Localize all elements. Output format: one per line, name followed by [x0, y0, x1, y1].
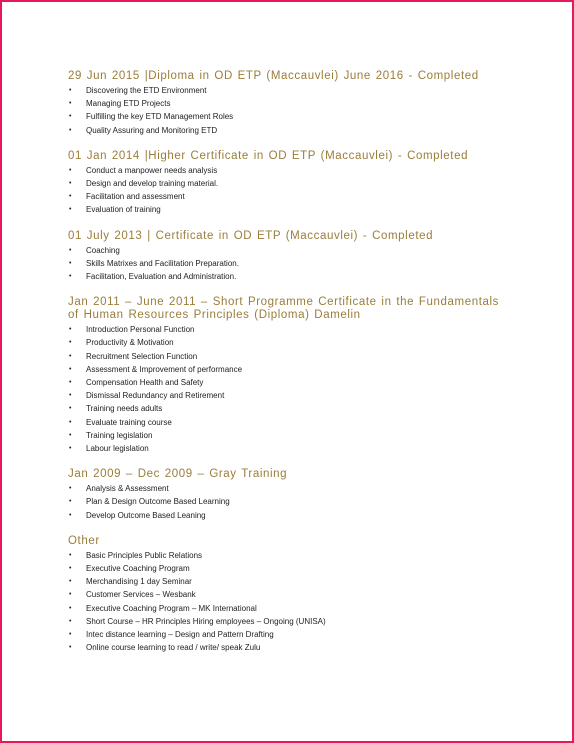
list-item	[68, 110, 508, 123]
list-item	[68, 442, 508, 455]
list-item	[68, 323, 508, 336]
bullet-icon: •	[69, 498, 72, 506]
list-item-text: Productivity & Motivation	[86, 338, 174, 348]
list-item	[68, 588, 508, 601]
list-item	[68, 164, 508, 177]
section-heading: 29 Jun 2015 |Diploma in OD ETP (Maccauvlei) June 2016 - Completed	[68, 70, 479, 82]
section-item-list	[68, 84, 508, 137]
list-item	[68, 602, 508, 615]
bullet-icon: •	[69, 551, 72, 559]
education-section	[68, 468, 508, 522]
bullet-icon: •	[69, 431, 72, 439]
bullet-icon: •	[69, 405, 72, 413]
bullet-icon: •	[69, 644, 72, 652]
list-item-text: Executive Coaching Program	[86, 564, 190, 574]
bullet-icon: •	[69, 193, 72, 201]
bullet-icon: •	[69, 100, 72, 108]
bullet-icon: •	[69, 126, 72, 134]
list-item-text: Compensation Health and Safety	[86, 378, 204, 388]
list-item-text: Facilitation, Evaluation and Administration.	[86, 272, 237, 282]
bullet-icon: •	[69, 339, 72, 347]
bullet-icon: •	[69, 365, 72, 373]
list-item-text: Introduction Personal Function	[86, 325, 195, 335]
list-item-text: Assessment & Improvement of performance	[86, 364, 243, 374]
list-item	[68, 97, 508, 110]
education-content	[68, 70, 508, 668]
section-heading: Other	[68, 534, 100, 547]
bullet-icon: •	[69, 631, 72, 639]
section-heading: 01 Jan 2014 |Higher Certificate in OD ETP (Maccauvlei) - Completed	[68, 149, 469, 162]
list-item	[68, 336, 508, 349]
list-item-text: Training legislation	[86, 430, 153, 440]
list-item-text: Skills Matrixes and Facilitation Preparation.	[86, 258, 239, 268]
bullet-icon: •	[69, 259, 72, 267]
bullet-icon: •	[69, 326, 72, 334]
list-item	[68, 190, 508, 203]
list-item	[68, 177, 508, 190]
list-item-text: Conduct a manpower needs analysis	[86, 165, 218, 175]
education-section	[68, 150, 508, 217]
section-item-list	[68, 164, 508, 217]
bullet-icon: •	[69, 445, 72, 453]
list-item	[68, 84, 508, 97]
list-item-text: Coaching	[86, 245, 120, 255]
bullet-icon: •	[69, 565, 72, 573]
list-item	[68, 389, 508, 402]
list-item-text: Online course learning to read / write/ speak Zulu	[86, 643, 261, 653]
list-item-text: Labour legislation	[86, 444, 149, 454]
bullet-icon: •	[69, 166, 72, 174]
bullet-icon: •	[69, 392, 72, 400]
list-item-text: Basic Principles Public Relations	[86, 550, 203, 560]
document-page	[2, 2, 572, 741]
list-item-text: Evaluate training course	[86, 417, 172, 427]
list-item-text: Merchandising 1 day Seminar	[86, 577, 192, 587]
list-item-text: Facilitation and assessment	[86, 192, 185, 202]
bullet-icon: •	[69, 604, 72, 612]
education-section	[68, 70, 508, 137]
section-heading: Jan 2011 – June 2011 – Short Programme Certificate in the Fundamentals of Human Resources Principles (Diploma) Damelin	[68, 296, 500, 322]
list-item	[68, 402, 508, 415]
list-item	[68, 641, 508, 654]
list-item	[68, 495, 508, 508]
list-item	[68, 270, 508, 283]
bullet-icon: •	[69, 591, 72, 599]
list-item-text: Develop Outcome Based Leaning	[86, 510, 206, 520]
bullet-icon: •	[69, 485, 72, 493]
list-item-text: Fulfilling the key ETD Management Roles	[86, 112, 234, 122]
bullet-icon: •	[69, 246, 72, 254]
section-item-list	[68, 482, 508, 522]
section-item-list	[68, 244, 508, 284]
list-item-text: Dismissal Redundancy and Retirement	[86, 391, 225, 401]
list-item-text: Evaluation of training	[86, 205, 161, 215]
bullet-icon: •	[69, 617, 72, 625]
list-item	[68, 628, 508, 641]
list-item	[68, 350, 508, 363]
list-item-text: Discovering the ETD Environment	[86, 86, 207, 95]
list-item-text: Plan & Design Outcome Based Learning	[86, 497, 230, 507]
bullet-icon: •	[69, 418, 72, 426]
section-heading: Jan 2009 – Dec 2009 – Gray Training	[68, 468, 288, 481]
education-section	[68, 535, 508, 655]
bullet-icon: •	[69, 180, 72, 188]
list-item	[68, 549, 508, 562]
list-item-text: Analysis & Assessment	[86, 484, 169, 494]
bullet-icon: •	[69, 352, 72, 360]
list-item	[68, 376, 508, 389]
bullet-icon: •	[69, 379, 72, 387]
list-item-text: Training needs adults	[86, 404, 163, 414]
list-item	[68, 615, 508, 628]
education-section	[68, 296, 508, 455]
list-item-text: Intec distance learning – Design and Pattern Drafting	[86, 630, 274, 640]
list-item	[68, 244, 508, 257]
section-item-list	[68, 323, 508, 455]
list-item	[68, 509, 508, 522]
list-item	[68, 575, 508, 588]
list-item	[68, 562, 508, 575]
bullet-icon: •	[69, 113, 72, 121]
education-section	[68, 230, 508, 284]
list-item	[68, 203, 508, 216]
bullet-icon: •	[69, 87, 72, 94]
list-item	[68, 257, 508, 270]
list-item	[68, 482, 508, 495]
bullet-icon: •	[69, 206, 72, 214]
section-heading: 01 July 2013 | Certificate in OD ETP (Maccauvlei) - Completed	[68, 229, 434, 242]
list-item	[68, 429, 508, 442]
list-item-text: Design and develop training material.	[86, 179, 219, 189]
list-item-text: Quality Assuring and Monitoring ETD	[86, 125, 218, 135]
bullet-icon: •	[69, 578, 72, 586]
list-item-text: Executive Coaching Program – MK International	[86, 603, 257, 613]
list-item-text: Managing ETD Projects	[86, 99, 171, 109]
list-item-text: Recruitment Selection Function	[86, 351, 198, 361]
bullet-icon: •	[69, 273, 72, 281]
list-item-text: Short Course – HR Principles Hiring employees – Ongoing (UNISA)	[86, 616, 326, 626]
list-item-text: Customer Services – Wesbank	[86, 590, 196, 600]
list-item	[68, 363, 508, 376]
section-item-list	[68, 549, 508, 655]
bullet-icon: •	[69, 511, 72, 519]
list-item	[68, 124, 508, 137]
list-item	[68, 416, 508, 429]
